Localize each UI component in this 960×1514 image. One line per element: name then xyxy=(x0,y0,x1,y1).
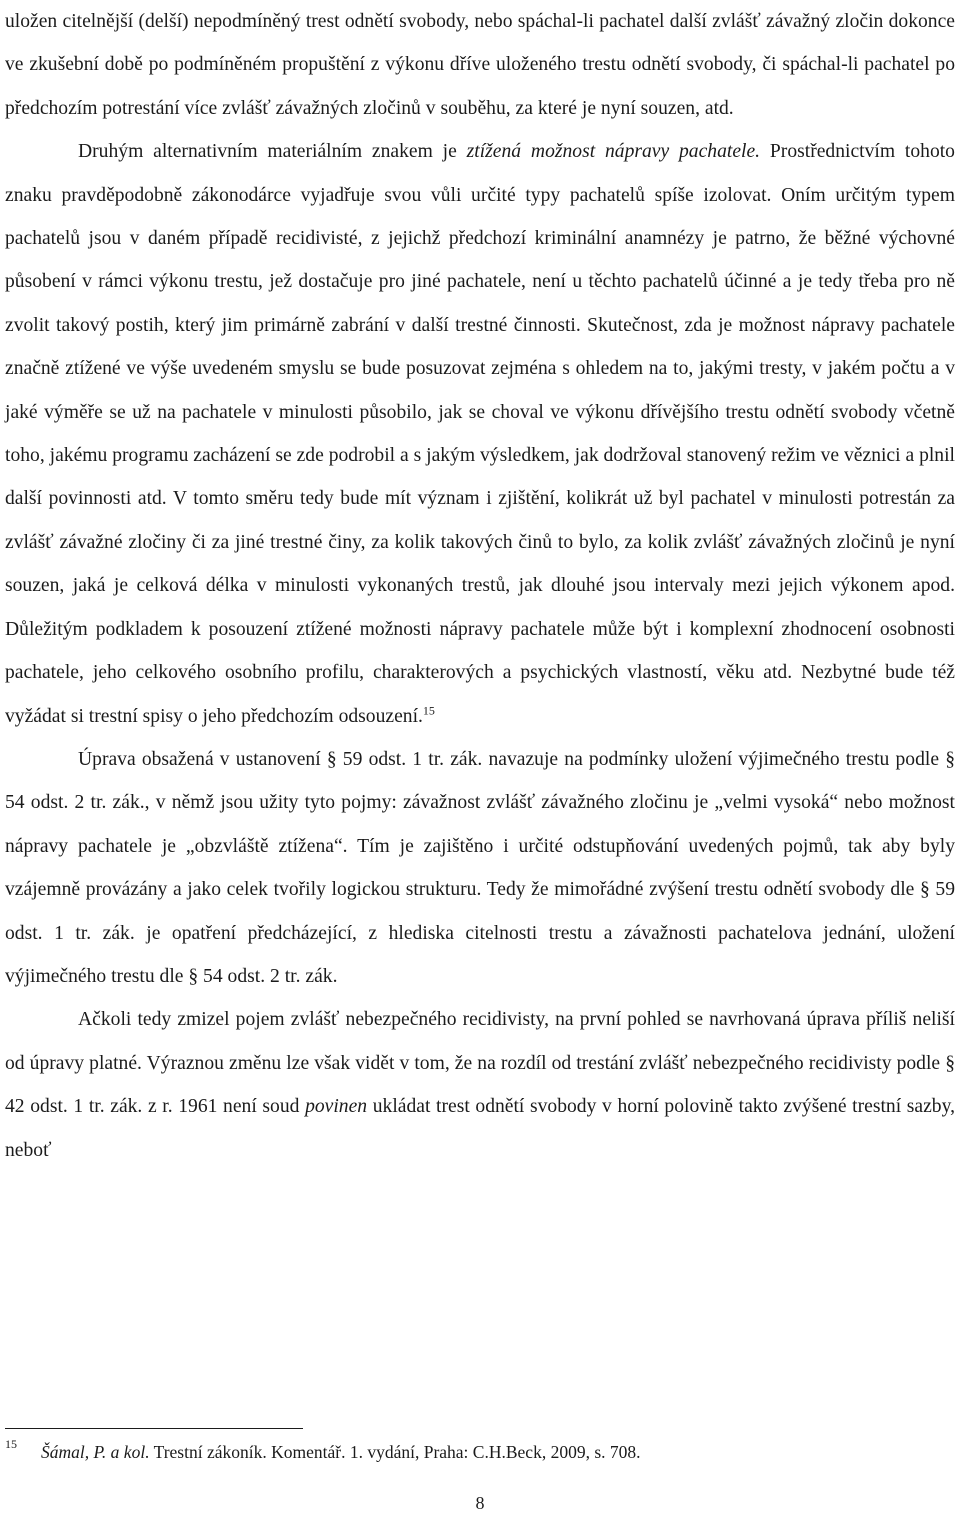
paragraph-legal-provision xyxy=(5,738,955,998)
emphasized-term: ztížená možnost nápravy pachatele. xyxy=(466,141,761,163)
paragraph-text: ukládat trest odnětí svobody v horní polovině takto zvýšené trestní sazby, neboť xyxy=(5,1096,956,1161)
paragraph-text: Ačkoli tedy zmizel pojem zvlášť nebezpečného recidivisty, na první pohled se navrhovaná úprava příliš neliší od úpravy platné. Výraznou změnu lze však vidět v tom, že na rozdíl od trestání zvlášť nebezpečného recidivisty podle § 42 odst. 1 tr. zák. z r. 1961 není soud xyxy=(5,1009,955,1118)
footnote-number: 15 xyxy=(5,1437,17,1451)
paragraph-continued xyxy=(5,0,955,130)
page-number: 8 xyxy=(475,1493,485,1513)
footnote-authors: Šámal, P. a kol. xyxy=(41,1442,150,1462)
footnote-citation: Trestní zákoník. Komentář. 1. vydání, Praha: C.H.Beck, 2009, s. 708. xyxy=(149,1442,641,1462)
paragraph-text: uložen citelnější (delší) nepodmíněný trest odnětí svobody, nebo spáchal-li pachatel další zvlášť závažný zločin dokonce ve zkušební době po podmíněném propuštění z výkonu dříve uloženého trestu odnětí svobody, či spáchal-li pachatel po předchozím potrestání více zvlášť závažných zločinů v souběhu, za které je nyní souzen, atd. xyxy=(5,11,955,119)
paragraph-text: Prostřednictvím tohoto znaku pravděpodobně zákonodárce vyjadřuje svou vůli určité typy pachatelů spíše izolovat. Oním určitým typem pachatelů jsou v daném případě recidivisté, z jejichž předchozí kriminální anamnézy je patrno, že běžné výchovné působení v rámci výkonu trestu, jež dostačuje pro jiné pachatele, není u těchto pachatelů účinné a je tedy třeba pro ně zvolit takový postih, který jim primárně zabrání v další trestné činnosti. Skutečnost, zda je možnost nápravy pachatele značně ztížené ve výše uvedeném smyslu se bude posuzovat zejména s ohledem na to, jakými tresty, v jakém počtu a v jaké výměře se už na pachatele v minulosti působilo, jak se choval ve výkonu dřívějšího trestu odnětí svobody včetně toho, jakému programu zacházení se zde podrobil a s jakým výsledkem, jak dodržoval stanovený režim ve věznici a plnil další povinnosti atd. V tomto směru tedy bude mít význam i zjištění, kolikrát už byl pachatel v minulosti potrestán za zvlášť závažné zločiny či za jiné trestné činy, za kolik takových činů to bylo, za kolik zvlášť závažných zločinů je nyní souzen, jaká je celková délka v minulosti vykonaných trestů, jak dlouhé jsou intervaly mezi jejich výkonem apod. Důležitým podkladem k posouzení ztížené možnosti nápravy pachatele může být i komplexní zhodnocení osobnosti pachatele, jeho celkového osobního profilu, charakterových a psychických vlastností, věku atd. Nezbytné bude též vyžádat si trestní spisy o jeho předchozím odsouzení. xyxy=(5,141,955,727)
body-text xyxy=(5,0,955,1172)
paragraph-text: Druhým alternativním materiálním znakem je xyxy=(78,141,467,163)
footnote-divider xyxy=(5,1428,303,1429)
footnote-reference[interactable]: 15 xyxy=(422,702,435,717)
footnote-text xyxy=(41,1440,641,1464)
paragraph-recidivist xyxy=(5,998,955,1172)
paragraph-reform-capability xyxy=(5,130,955,738)
paragraph-text: Úprava obsažená v ustanovení § 59 odst. 1 tr. zák. navazuje na podmínky uložení výjimečného trestu podle § 54 odst. 2 tr. zák., v němž jsou užity tyto pojmy: závažnost zvlášť závažného zločinu je „velmi vysoká“ nebo možnost nápravy pachatele je „obzvláště ztížena“. Tím je zajištěno i určité odstupňování uvedených pojmů, tak aby byly vzájemně provázány a jako celek tvořily logickou strukturu. Tedy že mimořádné zvýšení trestu odnětí svobody dle § 59 odst. 1 tr. zák. je opatření předcházející, z hlediska citelnosti trestu a závažnosti pachatelova jednání, uložení výjimečného trestu dle § 54 odst. 2 tr. zák. xyxy=(5,748,955,987)
emphasized-term: povinen xyxy=(305,1096,368,1118)
